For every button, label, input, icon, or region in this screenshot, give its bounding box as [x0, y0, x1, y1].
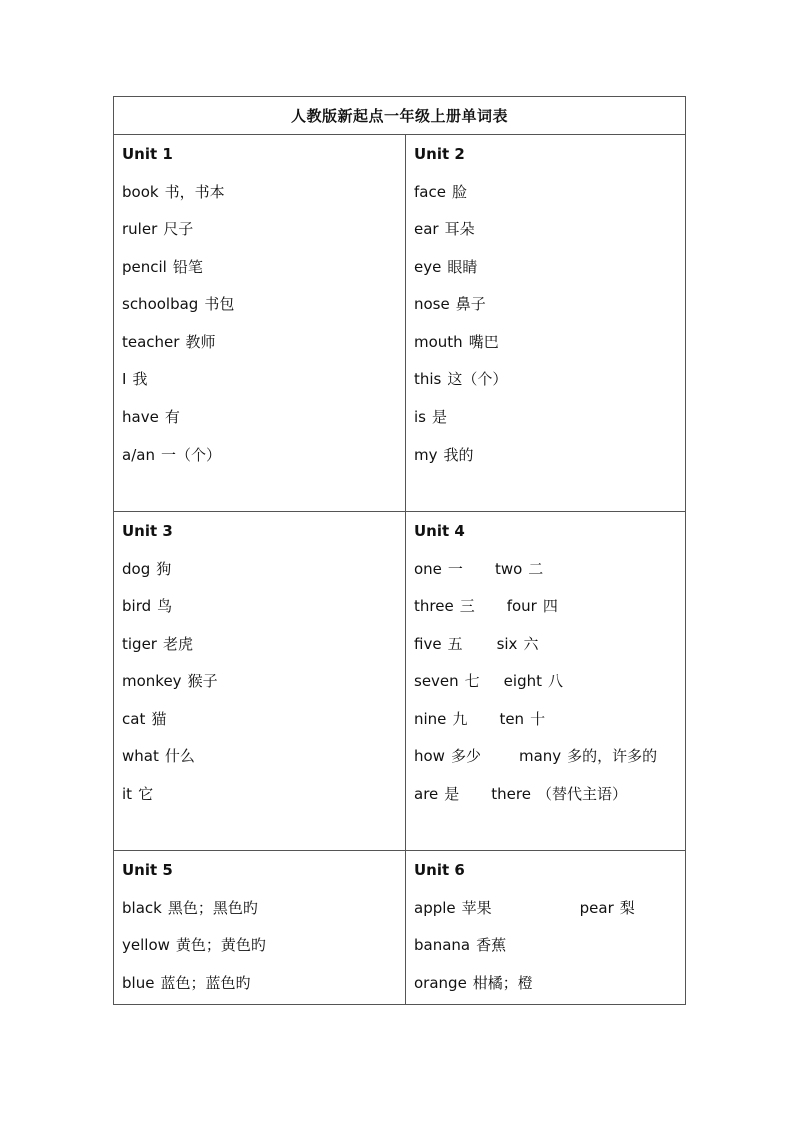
chinese-meaning: 九 [452, 709, 468, 728]
chinese-meaning: 这（个） [447, 370, 508, 389]
chinese-meaning: 耳朵 [444, 220, 475, 239]
english-word: I [122, 370, 127, 389]
english-word: eight [503, 672, 542, 691]
word-entry [414, 363, 685, 401]
english-word: cat [122, 709, 146, 728]
chinese-meaning: 香蕉 [476, 936, 507, 955]
english-word: what [122, 747, 159, 766]
chinese-meaning: 是 [431, 408, 447, 427]
word-entry [122, 665, 405, 703]
english-word: dog [122, 559, 151, 578]
chinese-meaning: 我的 [443, 445, 474, 464]
english-word: ear [414, 220, 439, 239]
word-entry [414, 439, 685, 477]
word-entry [414, 401, 685, 439]
chinese-meaning: 八 [547, 672, 563, 691]
chinese-meaning: 苹果 [461, 898, 492, 917]
english-word: ten [499, 709, 525, 728]
chinese-meaning: 铅笔 [172, 257, 203, 276]
word-entry [122, 176, 405, 214]
chinese-meaning: 我 [132, 370, 148, 389]
chinese-meaning: 多少 [450, 747, 481, 766]
unit-cell [114, 851, 406, 1005]
word-entry [122, 740, 405, 778]
unit-cell [114, 512, 406, 851]
word-entry [122, 929, 405, 967]
word-entry [122, 778, 405, 816]
chinese-meaning: 书，书本 [164, 182, 225, 201]
english-word: monkey [122, 672, 182, 691]
chinese-meaning: 六 [523, 634, 539, 653]
chinese-meaning: 尺子 [163, 220, 194, 239]
english-word: six [496, 634, 518, 653]
unit-heading: Unit 3 [122, 522, 173, 540]
english-word: nine [414, 709, 447, 728]
word-entry [414, 703, 685, 741]
english-word: one [414, 559, 442, 578]
english-word: five [414, 634, 442, 653]
chinese-meaning: 猴子 [187, 672, 218, 691]
word-entry [122, 213, 405, 251]
chinese-meaning: 老虎 [162, 634, 193, 653]
english-word: banana [414, 936, 471, 955]
english-word: black [122, 898, 162, 917]
word-entry [414, 213, 685, 251]
english-word: three [414, 597, 454, 616]
english-word: bird [122, 597, 152, 616]
english-word: are [414, 785, 439, 804]
chinese-meaning: 五 [447, 634, 463, 653]
chinese-meaning: 三 [459, 597, 475, 616]
unit-cell [406, 135, 686, 512]
word-entry [414, 251, 685, 289]
english-word: tiger [122, 634, 157, 653]
word-entry [414, 892, 685, 930]
word-entry [122, 363, 405, 401]
vocabulary-table [113, 96, 686, 1005]
chinese-meaning: 猫 [151, 709, 167, 728]
chinese-meaning: 是 [444, 785, 460, 804]
english-word: eye [414, 257, 442, 276]
word-entry [414, 929, 685, 967]
word-entry [122, 439, 405, 477]
word-entry [414, 590, 685, 628]
english-word: teacher [122, 332, 180, 351]
english-word: ruler [122, 220, 158, 239]
chinese-meaning: 什么 [164, 747, 195, 766]
chinese-meaning: 一（个） [160, 445, 221, 464]
chinese-meaning: （替代主语） [536, 785, 627, 804]
english-word: orange [414, 973, 467, 992]
english-word: schoolbag [122, 295, 199, 314]
english-word: there [491, 785, 531, 804]
english-word: it [122, 785, 133, 804]
word-entry [122, 288, 405, 326]
chinese-meaning: 十 [530, 709, 546, 728]
chinese-meaning: 教师 [185, 332, 216, 351]
chinese-meaning: 梨 [619, 898, 635, 917]
english-word: two [494, 559, 523, 578]
english-word: many [518, 747, 562, 766]
chinese-meaning: 鸟 [157, 597, 173, 616]
english-word: this [414, 370, 442, 389]
english-word: apple [414, 898, 456, 917]
word-entry [414, 553, 685, 591]
english-word: mouth [414, 332, 463, 351]
word-entry [414, 967, 685, 1005]
word-entry [122, 326, 405, 364]
unit-cell [406, 851, 686, 1005]
chinese-meaning: 一 [447, 559, 463, 578]
word-entry [122, 251, 405, 289]
chinese-meaning: 黑色；黑色旳 [167, 898, 258, 917]
chinese-meaning: 七 [464, 672, 480, 691]
word-entry [414, 665, 685, 703]
chinese-meaning: 脸 [451, 182, 467, 201]
english-word: seven [414, 672, 459, 691]
unit-heading: Unit 6 [414, 861, 465, 879]
chinese-meaning: 嘴巴 [468, 332, 499, 351]
chinese-meaning: 它 [138, 785, 154, 804]
word-entry [122, 401, 405, 439]
word-entry [414, 288, 685, 326]
chinese-meaning: 有 [164, 408, 180, 427]
chinese-meaning: 黄色；黄色旳 [175, 936, 266, 955]
unit-heading: Unit 5 [122, 861, 173, 879]
word-entry [122, 967, 405, 1005]
english-word: pear [579, 898, 614, 917]
word-entry [414, 740, 685, 778]
english-word: pencil [122, 257, 167, 276]
unit-heading: Unit 1 [122, 145, 173, 163]
word-entry [414, 628, 685, 666]
chinese-meaning: 蓝色；蓝色旳 [160, 973, 251, 992]
table-title: 人教版新起点一年级上册单词表 [114, 97, 686, 135]
unit-heading: Unit 2 [414, 145, 465, 163]
word-entry [414, 326, 685, 364]
chinese-meaning: 书包 [204, 295, 235, 314]
english-word: a/an [122, 445, 155, 464]
english-word: nose [414, 295, 450, 314]
english-word: is [414, 408, 426, 427]
english-word: book [122, 182, 159, 201]
word-entry [122, 590, 405, 628]
word-entry [122, 628, 405, 666]
chinese-meaning: 眼睛 [447, 257, 478, 276]
unit-cell [114, 135, 406, 512]
chinese-meaning: 狗 [156, 559, 172, 578]
chinese-meaning: 四 [542, 597, 558, 616]
english-word: blue [122, 973, 155, 992]
unit-cell [406, 512, 686, 851]
english-word: have [122, 408, 159, 427]
english-word: yellow [122, 936, 170, 955]
english-word: four [506, 597, 537, 616]
english-word: how [414, 747, 445, 766]
word-entry [414, 778, 685, 816]
word-entry [414, 176, 685, 214]
unit-heading: Unit 4 [414, 522, 465, 540]
chinese-meaning: 鼻子 [455, 295, 486, 314]
english-word: face [414, 182, 446, 201]
word-entry [122, 892, 405, 930]
word-entry [122, 553, 405, 591]
word-entry [122, 703, 405, 741]
chinese-meaning: 二 [528, 559, 544, 578]
chinese-meaning: 多的，许多的 [567, 747, 658, 766]
chinese-meaning: 柑橘；橙 [472, 973, 533, 992]
english-word: my [414, 445, 438, 464]
